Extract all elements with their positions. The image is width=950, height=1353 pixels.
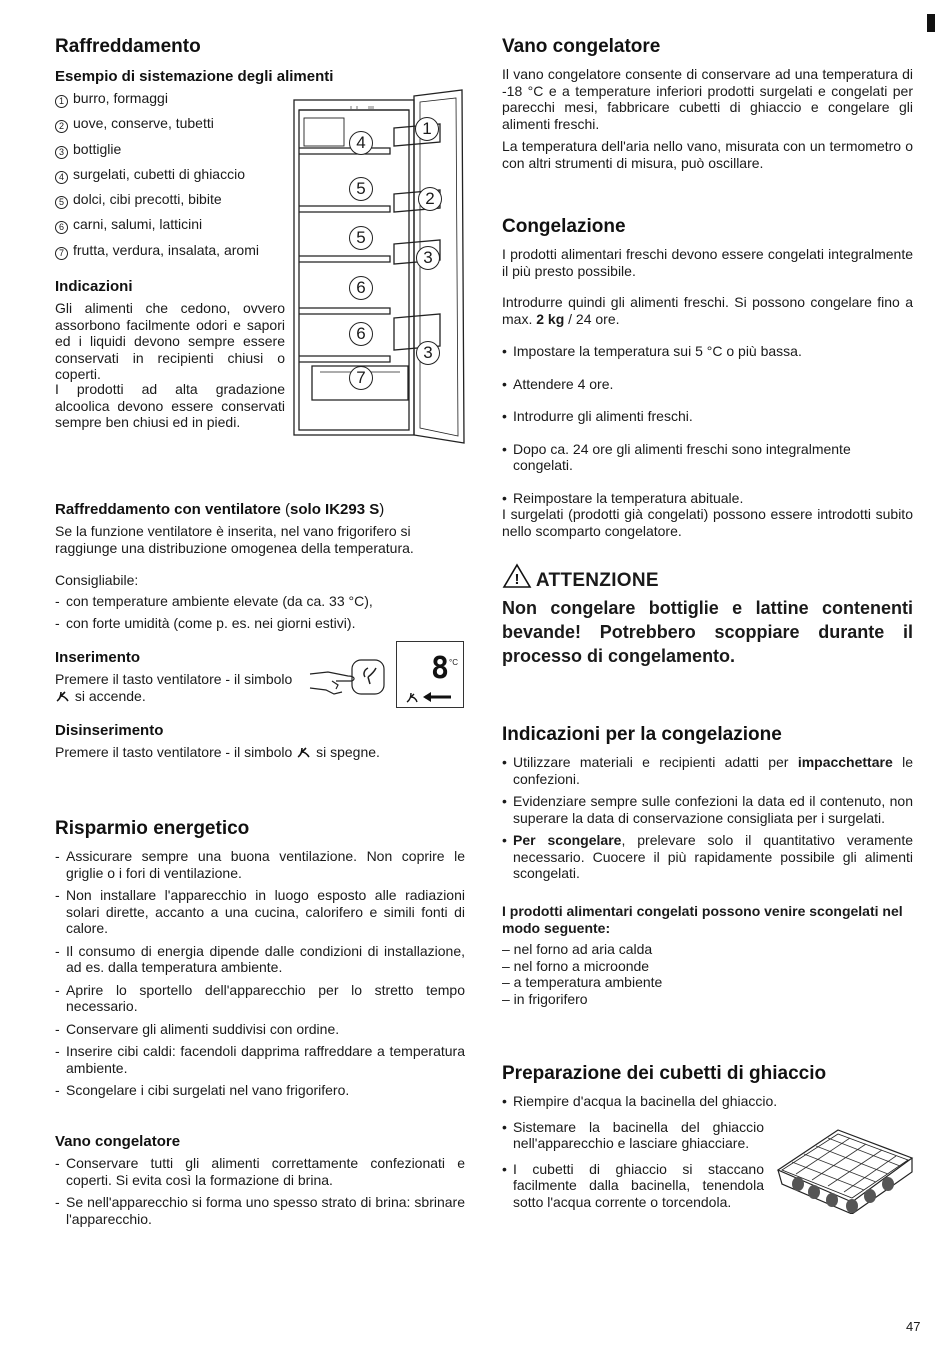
list-item: • Utilizzare materiali e recipienti adatti per impacchettare le confezioni. xyxy=(502,754,913,787)
list-item: • Sistemare la bacinella del ghiaccio nell'apparecchio e lasciare ghiacciare. xyxy=(502,1119,764,1152)
freezer-title: Vano congelatore xyxy=(502,36,661,57)
list-item: • Attendere 4 ore. xyxy=(502,376,913,393)
warning-heading xyxy=(502,563,659,591)
fan-symbol-icon xyxy=(296,745,312,759)
freezing-tips-title: Indicazioni per la congelazione xyxy=(502,724,782,745)
list-item: – nel forno ad aria calda xyxy=(502,941,653,957)
language-marker xyxy=(927,14,935,32)
list-item: • Impostare la temperatura sui 5 °C o più bassa. xyxy=(502,343,913,360)
list-item: - con forte umidità (come p. es. nei giorni estivi). xyxy=(55,615,415,632)
freezer-tips-list xyxy=(55,1155,465,1227)
fridge-label-1: 1 xyxy=(415,117,439,141)
svg-text:!: ! xyxy=(514,571,520,588)
food-item: 2 uove, conserve, tubetti xyxy=(55,115,295,140)
fridge-label-5b: 5 xyxy=(349,226,373,250)
freezer-paragraph-1: Il vano congelatore consente di conservare ad una temperatura di -18 °C e a temperature inferiori prodotti surgelati e congelati per parecchi mesi, fabbricare cubetti di ghiaccio e congelare gli alimenti freschi. xyxy=(502,66,913,132)
storage-example-subtitle: Esempio di sistemazione degli alimenti xyxy=(55,68,334,85)
display-unit: °C xyxy=(449,658,458,667)
list-item: • Introdurre gli alimenti freschi. xyxy=(502,408,913,425)
page-number: 47 xyxy=(906,1319,921,1334)
ice-tray-illustration xyxy=(774,1122,916,1214)
fridge-label-6: 6 xyxy=(349,276,373,300)
list-item: - Inserire cibi caldi: facendoli dapprima raffreddare a temperatura ambiente. xyxy=(55,1043,465,1076)
fan-button-illustration xyxy=(308,654,388,704)
freezer-compartment-subtitle: Vano congelatore xyxy=(55,1133,181,1150)
fridge-label-3: 3 xyxy=(416,246,440,270)
list-item: - Scongelare i cibi surgelati nel vano frigorifero. xyxy=(55,1082,465,1099)
fridge-label-5: 5 xyxy=(349,177,373,201)
freezing-paragraph-2: Introdurre quindi gli alimenti freschi. Si possono congelare fino a max. 2 kg / 24 ore. xyxy=(502,294,913,327)
warning-title: ATTENZIONE xyxy=(535,570,659,591)
freezing-paragraph-1: I prodotti alimentari freschi devono essere congelati integralmente il più presto possibile. xyxy=(502,246,913,279)
list-item: – in frigorifero xyxy=(502,990,588,1007)
fridge-diagram xyxy=(290,88,470,448)
fan-advice-label: Consigliabile: xyxy=(55,572,139,588)
warning-triangle-icon xyxy=(502,563,532,589)
list-item: • I cubetti di ghiaccio si staccano facilmente dalla bacinella, tenendola sotto l'acqua corrente o torcendola. xyxy=(502,1161,764,1211)
food-placement-list xyxy=(55,90,295,267)
list-item: – a temperatura ambiente xyxy=(502,974,663,990)
freezer-paragraph-2: La temperatura dell'aria nello vano, misurata con un termometro o con altri strumenti di misura, può oscillare. xyxy=(502,138,913,171)
freezing-steps-list xyxy=(502,343,913,506)
freezing-title: Congelazione xyxy=(502,216,626,237)
fan-cooling-title: Raffreddamento con ventilatore (solo IK293 S) xyxy=(55,501,385,518)
fridge-label-4: 4 xyxy=(349,131,373,155)
fan-advice-list xyxy=(55,593,415,631)
list-item: • Evidenziare sempre sulle confezioni la data ed il contenuto, non superare la data di conservazione consigliata per i surgelati. xyxy=(502,793,913,826)
food-item: 1 burro, formaggi xyxy=(55,90,295,115)
list-item: - Se nell'apparecchio si forma uno spesso strato di brina: sbrinare l'apparecchio. xyxy=(55,1194,465,1227)
list-item: - Conservare tutti gli alimenti correttamente confezionati e coperti. Si evita così la formazione di brina. xyxy=(55,1155,465,1188)
food-item: 6 carni, salumi, latticini xyxy=(55,216,295,241)
fan-off-text: Premere il tasto ventilatore - il simbolo si spegne. xyxy=(55,744,380,760)
list-item: – nel forno a microonde xyxy=(502,957,650,974)
list-item: - Aprire lo sportello dell'apparecchio per lo stretto tempo necessario. xyxy=(55,982,465,1015)
temperature-display xyxy=(396,641,464,708)
fridge-label-6b: 6 xyxy=(349,322,373,346)
fan-on-text: Premere il tasto ventilatore - il simbolo si accende. xyxy=(55,671,293,704)
cooling-title: Raffreddamento xyxy=(55,36,201,57)
food-item: 5 dolci, cibi precotti, bibite xyxy=(55,191,295,216)
thawing-methods-intro: I prodotti alimentari congelati possono venire scongelati nel modo seguente: xyxy=(502,903,903,936)
notes-title: Indicazioni xyxy=(55,278,133,295)
fan-symbol-icon xyxy=(55,689,71,703)
fridge-label-2: 2 xyxy=(418,187,442,211)
fan-on-title: Inserimento xyxy=(55,649,141,666)
warning-body: Non congelare bottiglie e lattine contenenti bevande! Potrebbero scoppiare durante il processo di congelamento. xyxy=(502,598,913,666)
food-item: 4 surgelati, cubetti di ghiaccio xyxy=(55,166,295,191)
list-item: - Conservare gli alimenti suddivisi con ordine. xyxy=(55,1021,465,1038)
fridge-label-7: 7 xyxy=(349,366,373,390)
freezing-paragraph-3: I surgelati (prodotti già congelati) possono essere introdotti subito nello scomparto congelatore. xyxy=(502,506,913,539)
list-item: • Dopo ca. 24 ore gli alimenti freschi sono integralmente congelati. xyxy=(502,441,913,474)
list-item: • Reimpostare la temperatura abituale. xyxy=(502,490,913,507)
fan-off-title: Disinserimento xyxy=(55,722,164,739)
energy-saving-title: Risparmio energetico xyxy=(55,818,250,839)
list-item: • Riempire d'acqua la bacinella del ghiaccio. xyxy=(502,1093,913,1110)
freezing-tips-list xyxy=(502,754,913,882)
notes-paragraph-1: Gli alimenti che cedono, ovvero assorbono facilmente odori e sapori ed i liquidi devono sempre essere conservati in recipienti chiusi o coperti. xyxy=(55,300,285,382)
fridge-label-3b: 3 xyxy=(416,341,440,365)
ice-cubes-list xyxy=(502,1093,778,1210)
energy-saving-list xyxy=(55,848,465,1099)
food-item: 3 bottiglie xyxy=(55,141,295,166)
thawing-methods-list xyxy=(502,941,802,1007)
notes-paragraph-2: I prodotti ad alta gradazione alcoolica devono essere conservati sempre ben chiusi ed in piedi. xyxy=(55,381,285,430)
list-item: - Non installare l'apparecchio in luogo esposto alle radiazioni solari dirette, accanto a una cucina, calorifero e simili fonti di calore. xyxy=(55,887,465,937)
fan-intro: Se la funzione ventilatore è inserita, nel vano frigorifero si raggiunge una distribuzione omogenea della temperatura. xyxy=(55,523,414,556)
display-fan-indicator-icon xyxy=(405,690,455,704)
ice-cubes-title: Preparazione dei cubetti di ghiaccio xyxy=(502,1063,827,1084)
list-item: • Per scongelare, prelevare solo il quantitativo veramente necessario. Cuocere il più rapidamente possibile gli alimenti scongelati. xyxy=(502,832,913,882)
display-digit: 8 xyxy=(431,651,450,686)
food-item: 7 frutta, verdura, insalata, aromi xyxy=(55,242,295,267)
list-item: - Il consumo di energia dipende dalle condizioni di installazione, ad es. dalla temperatura ambiente. xyxy=(55,943,465,976)
list-item: - Assicurare sempre una buona ventilazione. Non coprire le griglie o i fori di ventilazione. xyxy=(55,848,465,881)
list-item: - con temperature ambiente elevate (da ca. 33 °C), xyxy=(55,593,415,610)
